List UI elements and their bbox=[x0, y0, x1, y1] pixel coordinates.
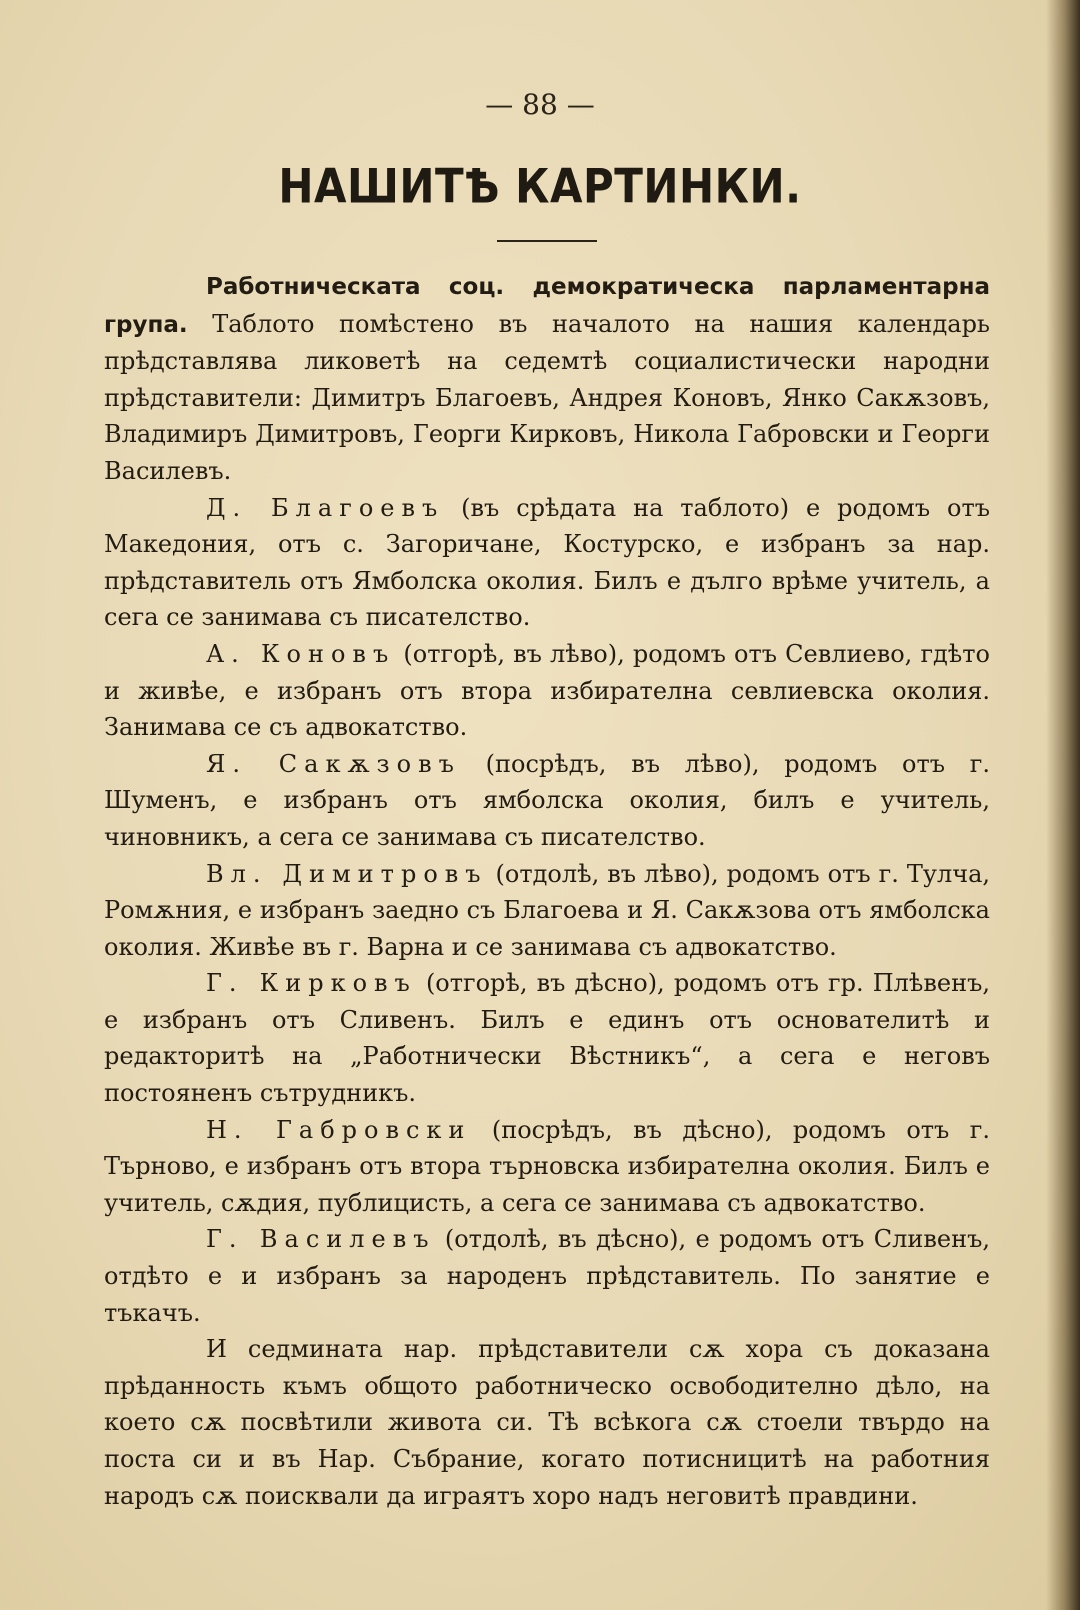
paragraph-blagoev bbox=[104, 490, 990, 636]
title-divider bbox=[497, 240, 597, 242]
person-name: Н. Габровски bbox=[206, 1115, 472, 1144]
paragraph-vasilev bbox=[104, 1221, 990, 1331]
paragraph-text: И седмината нар. прѣдставители сѫ хора съ доказана прѣданность къмъ общото работническо освободително дѣло, на което сѫ посвѣтили живота си. Тѣ всѣкога сѫ стоели твърдо на поста си и въ Нар. Събрание, когато потисницитѣ на работния народъ сѫ поисквали да играятъ хоро надъ неговитѣ правдини. bbox=[104, 1335, 990, 1510]
paragraph-text: Таблото помѣстено въ началото на нашия календарь прѣдставлява ликоветѣ на седемтѣ социалистически народни прѣдставители: Димитръ Благоевъ, Андрея Коновъ, Янко Сакѫзовъ, Владимиръ Димитровъ, Георги Кирковъ, Никола Габровски и Георги Василевъ. bbox=[104, 309, 990, 485]
person-name: Вл. Димитровъ bbox=[206, 859, 488, 888]
article-body bbox=[104, 268, 990, 1514]
person-name: Г. Кирковъ bbox=[206, 969, 417, 998]
paragraph-konov bbox=[104, 636, 990, 746]
page-number: — 88 — bbox=[485, 88, 595, 121]
paragraph-text: (отдолѣ, въ дѣсно), е родомъ отъ Сливенъ, отдѣто е и избранъ за народенъ прѣдставитель. По занятие е тъкачъ. bbox=[104, 1225, 990, 1327]
paragraph-sakazov bbox=[104, 746, 990, 856]
paragraph-closing bbox=[104, 1331, 990, 1514]
paragraph-text: (въ срѣдата на таблото) е родомъ отъ Македония, отъ с. Загоричане, Костурско, е избранъ за нар. прѣдставитель отъ Ямболска околия. Билъ е дълго врѣме учитель, а сега се занимава съ писателство. bbox=[104, 493, 991, 632]
person-name: Д. Благоевъ bbox=[206, 493, 445, 522]
paragraph-text: (отгорѣ, въ дѣсно), родомъ отъ гр. Плѣвенъ, е избранъ отъ Сливенъ. Билъ е единъ отъ основателитѣ и редакторитѣ на „Работнически Вѣстникъ“, а сега е неговъ постояненъ сътрудникъ. bbox=[104, 969, 990, 1108]
page-title: НАШИТѢ КАРТИНКИ. bbox=[278, 159, 802, 214]
paragraph-text: (отдолѣ, въ лѣво), родомъ отъ г. Тулча, Ромѫния, е избранъ заедно съ Благоева и Я. Сакѫзова отъ ямболска околия. Живѣе въ г. Варна и се занимава съ адвокатство. bbox=[104, 859, 991, 961]
person-name: Я. Сакѫзовъ bbox=[206, 749, 461, 778]
person-name: Г. Василевъ bbox=[206, 1225, 436, 1254]
paragraph-text: (посрѣдъ, въ лѣво), родомъ отъ г. Шуменъ, е избранъ отъ ямболска околия, билъ е учитель, чиновникъ, а сега се занимава съ писателство. bbox=[104, 749, 990, 851]
paragraph-kirkov bbox=[104, 965, 990, 1111]
person-name: А. Коновъ bbox=[206, 639, 396, 668]
paragraph-gabrovski bbox=[104, 1112, 990, 1222]
paragraph-text: (посрѣдъ, въ дѣсно), родомъ отъ г. Търново, е избранъ отъ втора търновска избирателна околия. Билъ е учитель, сѫдия, публицисть, а сега се занимава съ адвокатство. bbox=[104, 1115, 990, 1217]
paragraph-text: (отгорѣ, въ лѣво), родомъ отъ Севлиево, гдѣто и живѣе, е избранъ отъ втора избирателна севлиевска околия. Занимава се съ адвокатство. bbox=[104, 639, 990, 742]
section-lead: Работническата соц. демократическа парламентарна група. bbox=[104, 274, 990, 338]
paragraph-dimitrov bbox=[104, 856, 990, 966]
paragraph-intro bbox=[104, 268, 990, 490]
binding-shadow bbox=[1046, 0, 1080, 1610]
